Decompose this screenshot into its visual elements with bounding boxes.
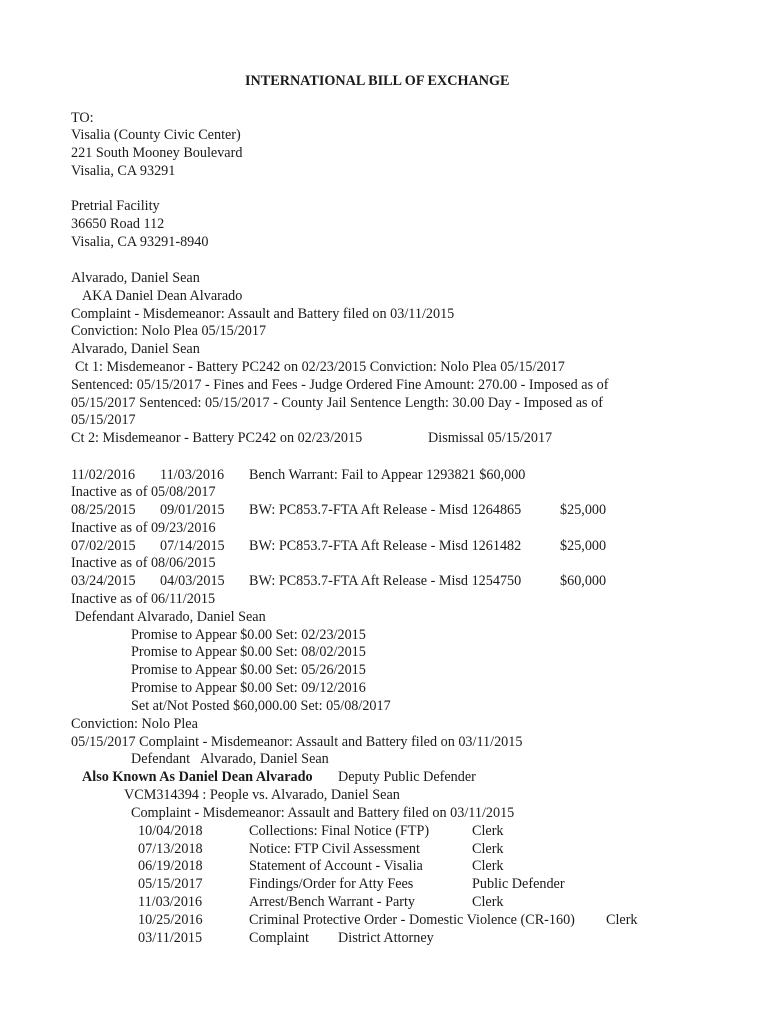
bail-entry: Promise to Appear $0.00 Set: 02/23/2015 <box>131 627 366 643</box>
docket-date: 03/11/2015 <box>138 930 203 946</box>
docket-date: 10/04/2018 <box>138 823 203 839</box>
address1-line1: Visalia (County Civic Center) <box>71 127 241 143</box>
warrant-description: BW: PC853.7-FTA Aft Release - Misd 1264865 <box>249 502 522 518</box>
case-conviction: Conviction: Nolo Plea 05/15/2017 <box>71 323 267 339</box>
warrant-date-issued: 11/02/2016 <box>71 467 136 483</box>
case-name-2: Alvarado, Daniel Sean <box>71 341 200 357</box>
docket-party: District Attorney <box>338 930 434 946</box>
docket-date: 05/15/2017 <box>138 876 203 892</box>
warrant-description: Bench Warrant: Fail to Appear 1293821 $60,000 <box>249 467 526 483</box>
docket-description: Criminal Protective Order - Domestic Violence (CR-160) <box>249 912 575 928</box>
warrant-description: BW: PC853.7-FTA Aft Release - Misd 1261482 <box>249 538 522 554</box>
to-label: TO: <box>71 110 94 126</box>
warrant-date-filed: 04/03/2015 <box>160 573 225 589</box>
aka-heading: Also Known As Daniel Dean Alvarado <box>82 769 313 785</box>
count-1: Ct 1: Misdemeanor - Battery PC242 on 02/23/2015 Conviction: Nolo Plea 05/15/2017 <box>75 359 565 375</box>
docket-description: Collections: Final Notice (FTP) <box>249 823 430 839</box>
bail-entry: Promise to Appear $0.00 Set: 08/02/2015 <box>131 644 366 660</box>
docket-date: 07/13/2018 <box>138 841 203 857</box>
address2-line1: Pretrial Facility <box>71 198 160 214</box>
aka-role: Deputy Public Defender <box>338 769 476 785</box>
defendant-line-2: Defendant Alvarado, Daniel Sean <box>131 751 329 767</box>
warrant-date-filed: 09/01/2015 <box>160 502 225 518</box>
docket-party: Clerk <box>472 823 504 839</box>
warrant-amount: $25,000 <box>560 502 607 518</box>
docket-party: Clerk <box>472 894 504 910</box>
docket-description: Findings/Order for Atty Fees <box>249 876 414 892</box>
warrant-inactive: Inactive as of 08/06/2015 <box>71 555 216 571</box>
bail-entry: Promise to Appear $0.00 Set: 05/26/2015 <box>131 662 366 678</box>
docket-date: 06/19/2018 <box>138 858 203 874</box>
warrant-inactive: Inactive as of 09/23/2016 <box>71 520 216 536</box>
docket-date: 10/25/2016 <box>138 912 203 928</box>
warrant-date-filed: 07/14/2015 <box>160 538 225 554</box>
warrant-date-issued: 08/25/2015 <box>71 502 136 518</box>
docket-date: 11/03/2016 <box>138 894 203 910</box>
warrant-inactive: Inactive as of 06/11/2015 <box>71 591 216 607</box>
defendant-complaint: 05/15/2017 Complaint - Misdemeanor: Assault and Battery filed on 03/11/2015 <box>71 734 523 750</box>
docket-description: Arrest/Bench Warrant - Party <box>249 894 416 910</box>
count-2-dismissal: Dismissal 05/15/2017 <box>428 430 553 446</box>
sentenced-line-2: 05/15/2017 Sentenced: 05/15/2017 - County Jail Sentence Length: 30.00 Day - Imposed as of <box>71 395 603 411</box>
docket-description: Notice: FTP Civil Assessment <box>249 841 420 857</box>
defendant-line: Defendant Alvarado, Daniel Sean <box>75 609 266 625</box>
address2-line2: 36650 Road 112 <box>71 216 165 232</box>
docket-description: Statement of Account - Visalia <box>249 858 423 874</box>
defendant-conviction: Conviction: Nolo Plea <box>71 716 198 732</box>
warrant-description: BW: PC853.7-FTA Aft Release - Misd 1254750 <box>249 573 522 589</box>
docket-party: Clerk <box>472 858 504 874</box>
address1-line3: Visalia, CA 93291 <box>71 163 176 179</box>
docket-party: Clerk <box>472 841 504 857</box>
case-name: Alvarado, Daniel Sean <box>71 270 200 286</box>
warrant-inactive: Inactive as of 05/08/2017 <box>71 484 216 500</box>
bail-entry: Promise to Appear $0.00 Set: 09/12/2016 <box>131 680 366 696</box>
bail-entry: Set at/Not Posted $60,000.00 Set: 05/08/2017 <box>131 698 391 714</box>
case-number: VCM314394 : People vs. Alvarado, Daniel Sean <box>124 787 400 803</box>
docket-party: Public Defender <box>472 876 565 892</box>
sentenced-line-3: 05/15/2017 <box>71 412 136 428</box>
address1-line2: 221 South Mooney Boulevard <box>71 145 243 161</box>
sentenced-line-1: Sentenced: 05/15/2017 - Fines and Fees - Judge Ordered Fine Amount: 270.00 - Imposed as of <box>71 377 609 393</box>
count-2: Ct 2: Misdemeanor - Battery PC242 on 02/23/2015 <box>71 430 363 446</box>
warrant-amount: $60,000 <box>560 573 607 589</box>
warrant-date-issued: 03/24/2015 <box>71 573 136 589</box>
docket-party: Clerk <box>606 912 638 928</box>
defendant-complaint-2: Complaint - Misdemeanor: Assault and Battery filed on 03/11/2015 <box>131 805 515 821</box>
warrant-date-issued: 07/02/2015 <box>71 538 136 554</box>
docket-description: Complaint <box>249 930 309 946</box>
page-title: INTERNATIONAL BILL OF EXCHANGE <box>245 73 510 89</box>
case-complaint: Complaint - Misdemeanor: Assault and Battery filed on 03/11/2015 <box>71 306 455 322</box>
case-aka: AKA Daniel Dean Alvarado <box>82 288 243 304</box>
warrant-amount: $25,000 <box>560 538 607 554</box>
warrant-date-filed: 11/03/2016 <box>160 467 225 483</box>
address2-line3: Visalia, CA 93291-8940 <box>71 234 209 250</box>
